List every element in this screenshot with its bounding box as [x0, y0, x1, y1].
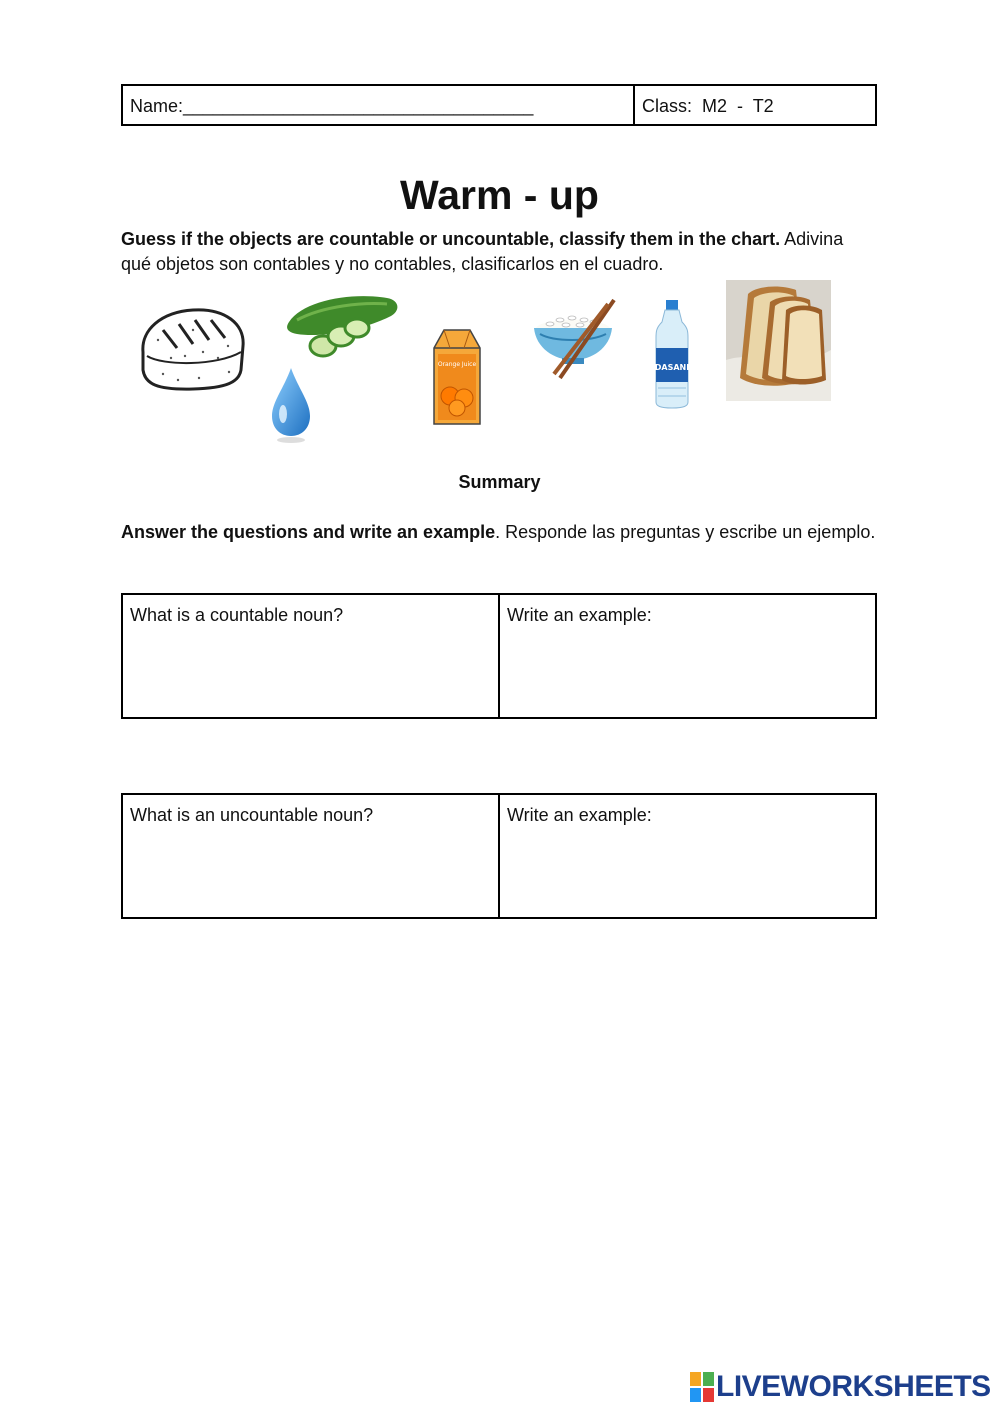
countable-noun-table: [121, 593, 877, 719]
header-table: [121, 84, 877, 126]
instruction-classify-spanish: Adivina qué objetos son contables y no contables, clasificarlos en el cuadro.: [121, 229, 844, 274]
name-field[interactable]: Name:___________________________________: [123, 86, 635, 124]
class-label: Class: M2 - T2: [642, 96, 774, 116]
bread-slices-icon: [726, 280, 831, 401]
water-bottle-icon: [652, 298, 692, 410]
uncountable-noun-table: [121, 793, 877, 919]
summary-heading: Summary: [458, 472, 541, 492]
liveworksheets-logo-icon: [690, 1372, 714, 1402]
instruction-answer: [121, 520, 877, 545]
uncountable-example-cell[interactable]: Write an example:: [507, 805, 652, 825]
water-drop-icon: [268, 366, 314, 444]
rice-bowl-icon: [530, 294, 622, 382]
juice-carton-text: Orange Juice: [437, 361, 477, 368]
countable-example-cell[interactable]: Write an example:: [507, 605, 652, 625]
bread-loaf-icon: [133, 300, 251, 395]
water-bottle-brand: DASANI: [654, 363, 690, 372]
liveworksheets-branding: [690, 1370, 991, 1404]
countable-question-cell[interactable]: What is a countable noun?: [123, 595, 500, 717]
uncountable-question-cell[interactable]: What is an uncountable noun?: [123, 795, 500, 917]
instruction-answer-spanish: . Responde las preguntas y escribe un ejemplo.: [495, 522, 876, 542]
instruction-answer-bold: Answer the questions and write an example: [121, 522, 496, 542]
cucumber-icon: [283, 290, 405, 362]
instruction-classify: [121, 227, 877, 277]
page-title: Warm - up: [400, 172, 599, 218]
orange-juice-carton-icon: [430, 326, 484, 428]
instruction-classify-bold: Guess if the objects are countable or uncountable, classify them in the chart.: [121, 229, 781, 249]
liveworksheets-text: LIVEWORKSHEETS: [716, 1370, 991, 1403]
